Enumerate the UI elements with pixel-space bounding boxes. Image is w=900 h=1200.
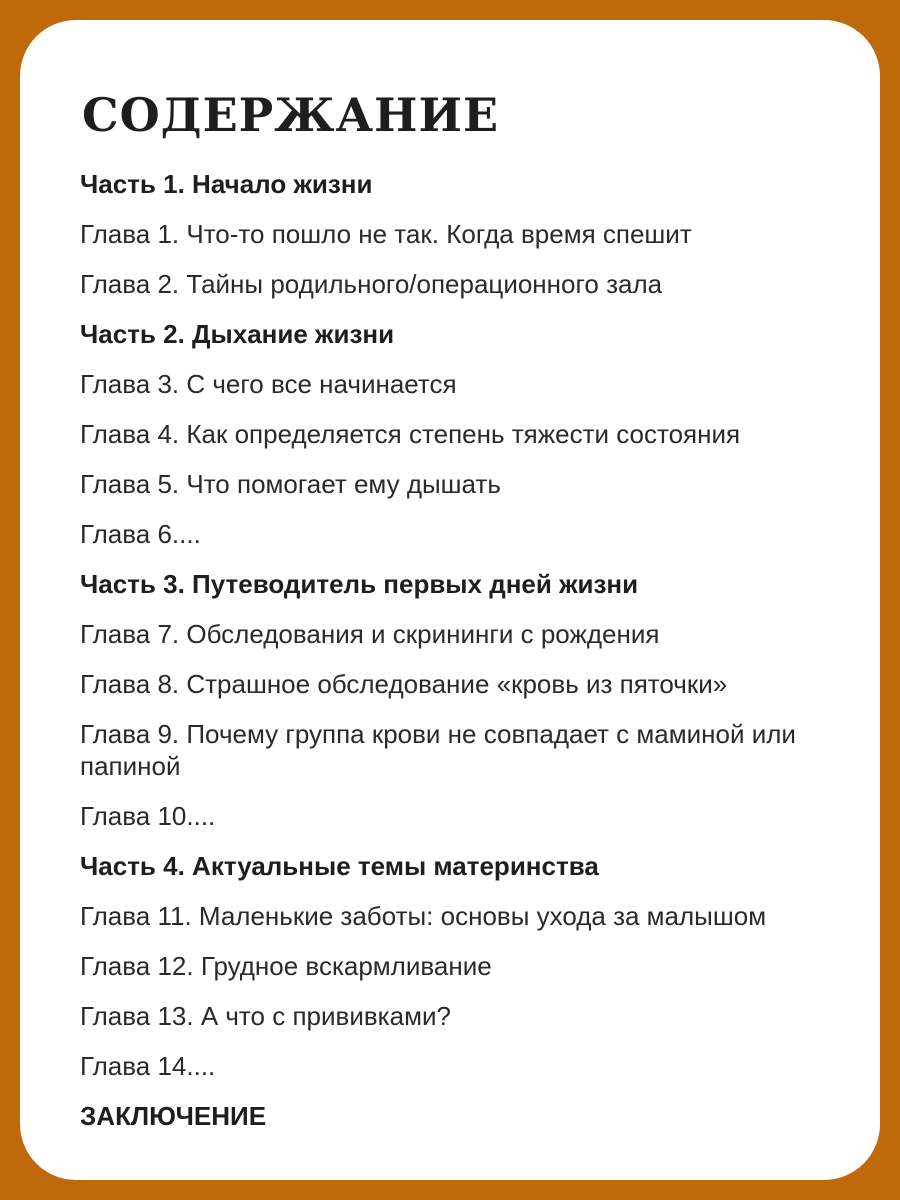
toc-part-4: Часть 4. Актуальные темы материнства <box>80 851 599 881</box>
toc-chapter-3: Глава 3. С чего все начинается <box>80 369 457 399</box>
toc-chapter-4: Глава 4. Как определяется степень тяжести состояния <box>80 419 741 449</box>
toc-part-1: Часть 1. Начало жизни <box>80 169 373 199</box>
toc-chapter-11: Глава 11. Маленькие заботы: основы ухода за малышом <box>80 901 767 931</box>
toc-chapter-1: Глава 1. Что-то пошло не так. Когда время спешит <box>80 219 692 249</box>
toc-chapter-2: Глава 2. Тайны родильного/операционного зала <box>80 269 663 299</box>
toc-chapter-8: Глава 8. Страшное обследование «кровь из пяточки» <box>80 669 728 699</box>
toc-part-3: Часть 3. Путеводитель первых дней жизни <box>80 569 639 599</box>
toc-chapter-10: Глава 10.... <box>80 801 216 831</box>
toc-chapter-7: Глава 7. Обследования и скрининги с рождения <box>80 619 660 649</box>
toc-chapter-12: Глава 12. Грудное вскармливание <box>80 951 492 981</box>
toc-chapter-5: Глава 5. Что помогает ему дышать <box>80 469 501 499</box>
toc-chapter-14: Глава 14.... <box>80 1051 216 1081</box>
toc-chapter-6: Глава 6.... <box>80 519 201 549</box>
toc-part-2: Часть 2. Дыхание жизни <box>80 319 395 349</box>
toc-chapter-13: Глава 13. А что с прививками? <box>80 1001 451 1031</box>
toc-conclusion: ЗАКЛЮЧЕНИЕ <box>80 1101 267 1131</box>
toc-chapter-9: Глава 9. Почему группа крови не совпадает с маминой или папиной <box>80 719 796 781</box>
page-title: СОДЕРЖАНИЕ <box>82 88 500 142</box>
table-of-contents <box>80 168 850 1150</box>
contents-card <box>20 20 880 1180</box>
